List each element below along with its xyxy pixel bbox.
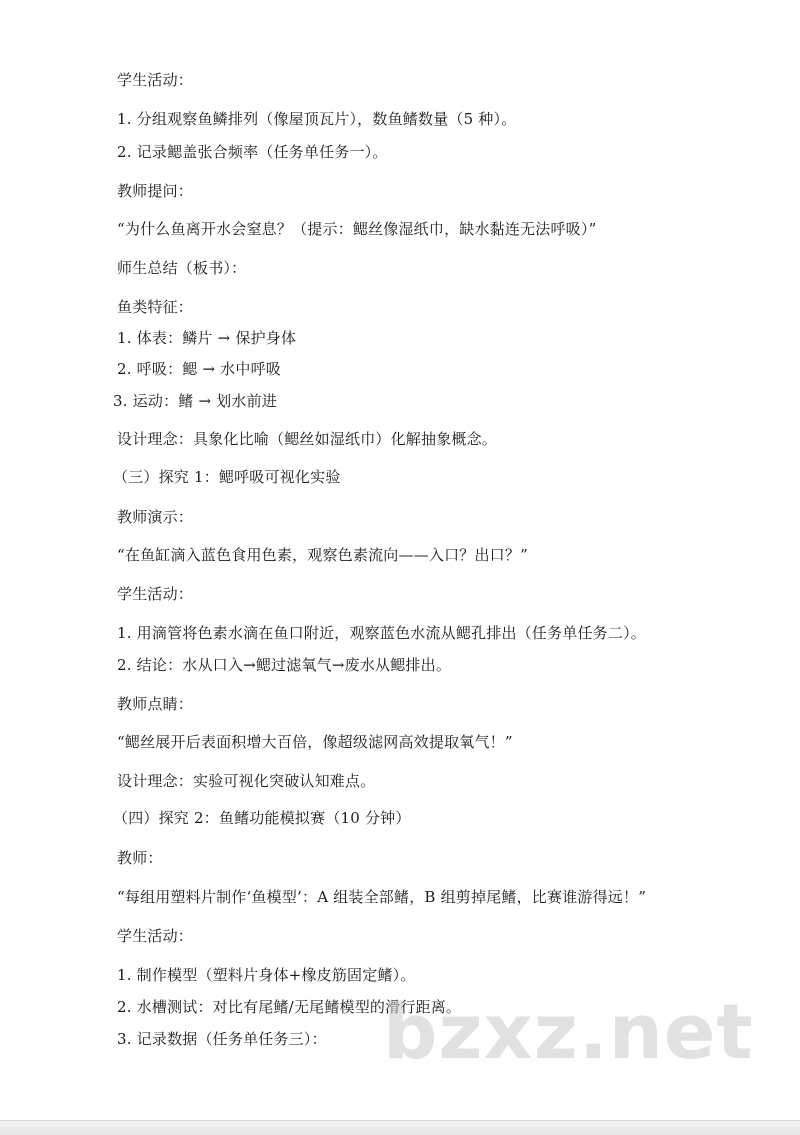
heading-student-activity: 学生活动： xyxy=(117,585,194,603)
text-line: 2. 记录鳃盖张合频率（任务单任务一）。 xyxy=(117,143,388,161)
text-line: 2. 水槽测试：对比有尾鳍/无尾鳍模型的滑行距离。 xyxy=(117,998,462,1016)
section-heading: （四）探究 2：鱼鳍功能模拟赛（10 分钟） xyxy=(113,809,411,827)
section-heading: （三）探究 1：鳃呼吸可视化实验 xyxy=(113,468,341,486)
text-line: 2. 结论：水从口入→鳃过滤氧气→废水从鳃排出。 xyxy=(117,656,452,674)
heading-teacher-question: 教师提问： xyxy=(117,182,194,200)
design-concept: 设计理念：具象化比喻（鳃丝如湿纸巾）化解抽象概念。 xyxy=(117,430,498,448)
watermark: bzxz.net xyxy=(383,987,754,1076)
heading-teacher: 教师： xyxy=(117,849,163,867)
text-line: 1. 用滴管将色素水滴在鱼口附近，观察蓝色水流从鳃孔排出（任务单任务二）。 xyxy=(117,624,646,642)
heading-student-activity: 学生活动： xyxy=(117,71,194,89)
heading-teacher-demo: 教师演示： xyxy=(117,508,194,526)
page-bottom-edge xyxy=(0,1120,800,1135)
design-concept: 设计理念：实验可视化突破认知难点。 xyxy=(117,772,376,790)
text-line: 3. 记录数据（任务单任务三）： xyxy=(117,1030,327,1048)
text-line: 1. 分组观察鱼鳞排列（像屋顶瓦片），数鱼鳍数量（5 种）。 xyxy=(117,110,517,128)
quote-line: “为什么鱼离开水会窒息？（提示：鳃丝像湿纸巾，缺水黏连无法呼吸）” xyxy=(117,220,597,238)
heading-teacher-highlight: 教师点睛： xyxy=(117,695,194,713)
list-item: 1. 体表：鳞片 → 保护身体 xyxy=(117,329,297,347)
quote-line: “在鱼缸滴入蓝色食用色素，观察色素流向——入口？出口？” xyxy=(117,546,528,564)
heading-student-activity: 学生活动： xyxy=(117,927,194,945)
heading-summary: 师生总结（板书）： xyxy=(117,259,247,277)
heading-fish-features: 鱼类特征： xyxy=(117,298,194,316)
quote-line: “每组用塑料片制作‘鱼模型’：A 组装全部鳍，B 组剪掉尾鳍，比赛谁游得远！” xyxy=(117,888,647,906)
list-item: 2. 呼吸：鳃 → 水中呼吸 xyxy=(117,360,281,378)
text-line: 1. 制作模型（塑料片身体+橡皮筋固定鳍）。 xyxy=(117,966,416,984)
list-item: 3. 运动：鳍 → 划水前进 xyxy=(113,392,277,410)
quote-line: “鳃丝展开后表面积增大百倍，像超级滤网高效提取氧气！” xyxy=(117,733,513,751)
